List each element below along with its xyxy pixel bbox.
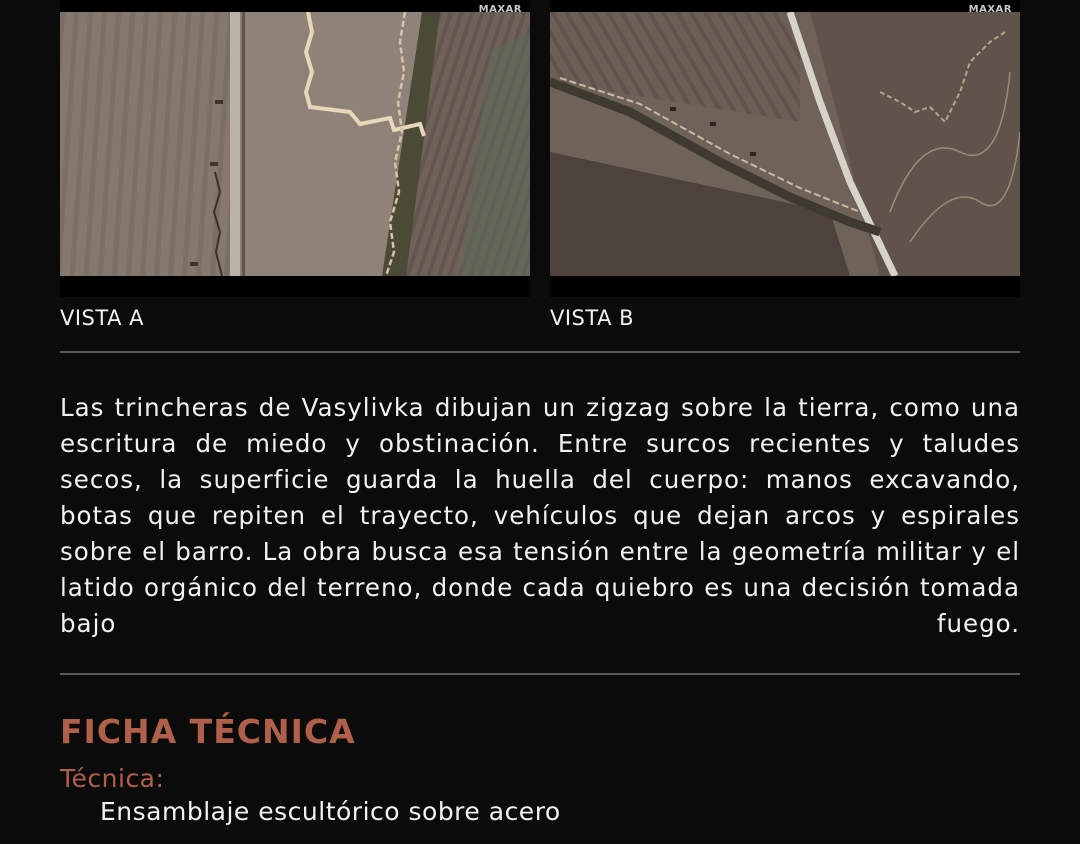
view-a-frame xyxy=(60,0,530,297)
view-a xyxy=(60,0,530,330)
maxar-watermark-a: MAXAR xyxy=(478,4,522,15)
tecnica-value: Ensamblaje escultórico sobre acero xyxy=(100,797,561,826)
satellite-image-a xyxy=(60,12,530,276)
ficha-tecnica-title: FICHA TÉCNICA xyxy=(60,712,356,751)
satellite-views xyxy=(60,0,1020,340)
divider-top xyxy=(60,351,1020,353)
satellite-image-b xyxy=(550,12,1020,276)
tecnica-label: Técnica: xyxy=(60,764,165,793)
artwork-statement: Las trincheras de Vasylivka dibujan un zigzag sobre la tierra, como una escritura de miedo y obstinación. Entre surcos recientes y taludes secos, la superficie guarda la huella del cuerpo: manos excavando, botas que repiten el trayecto, vehículos que dejan arcos y espirales sobre el barro. La obra busca esa tensión entre la geometría militar y el latido orgánico del terreno, donde cada quiebro es una decisión tomada bajo fuego. xyxy=(60,393,1020,638)
maxar-watermark-b: MAXAR xyxy=(968,4,1012,15)
view-b-label: VISTA B xyxy=(550,306,635,330)
view-b-frame xyxy=(550,0,1020,297)
view-a-label: VISTA A xyxy=(60,306,144,330)
view-b xyxy=(550,0,1020,330)
divider-bottom xyxy=(60,673,1020,675)
